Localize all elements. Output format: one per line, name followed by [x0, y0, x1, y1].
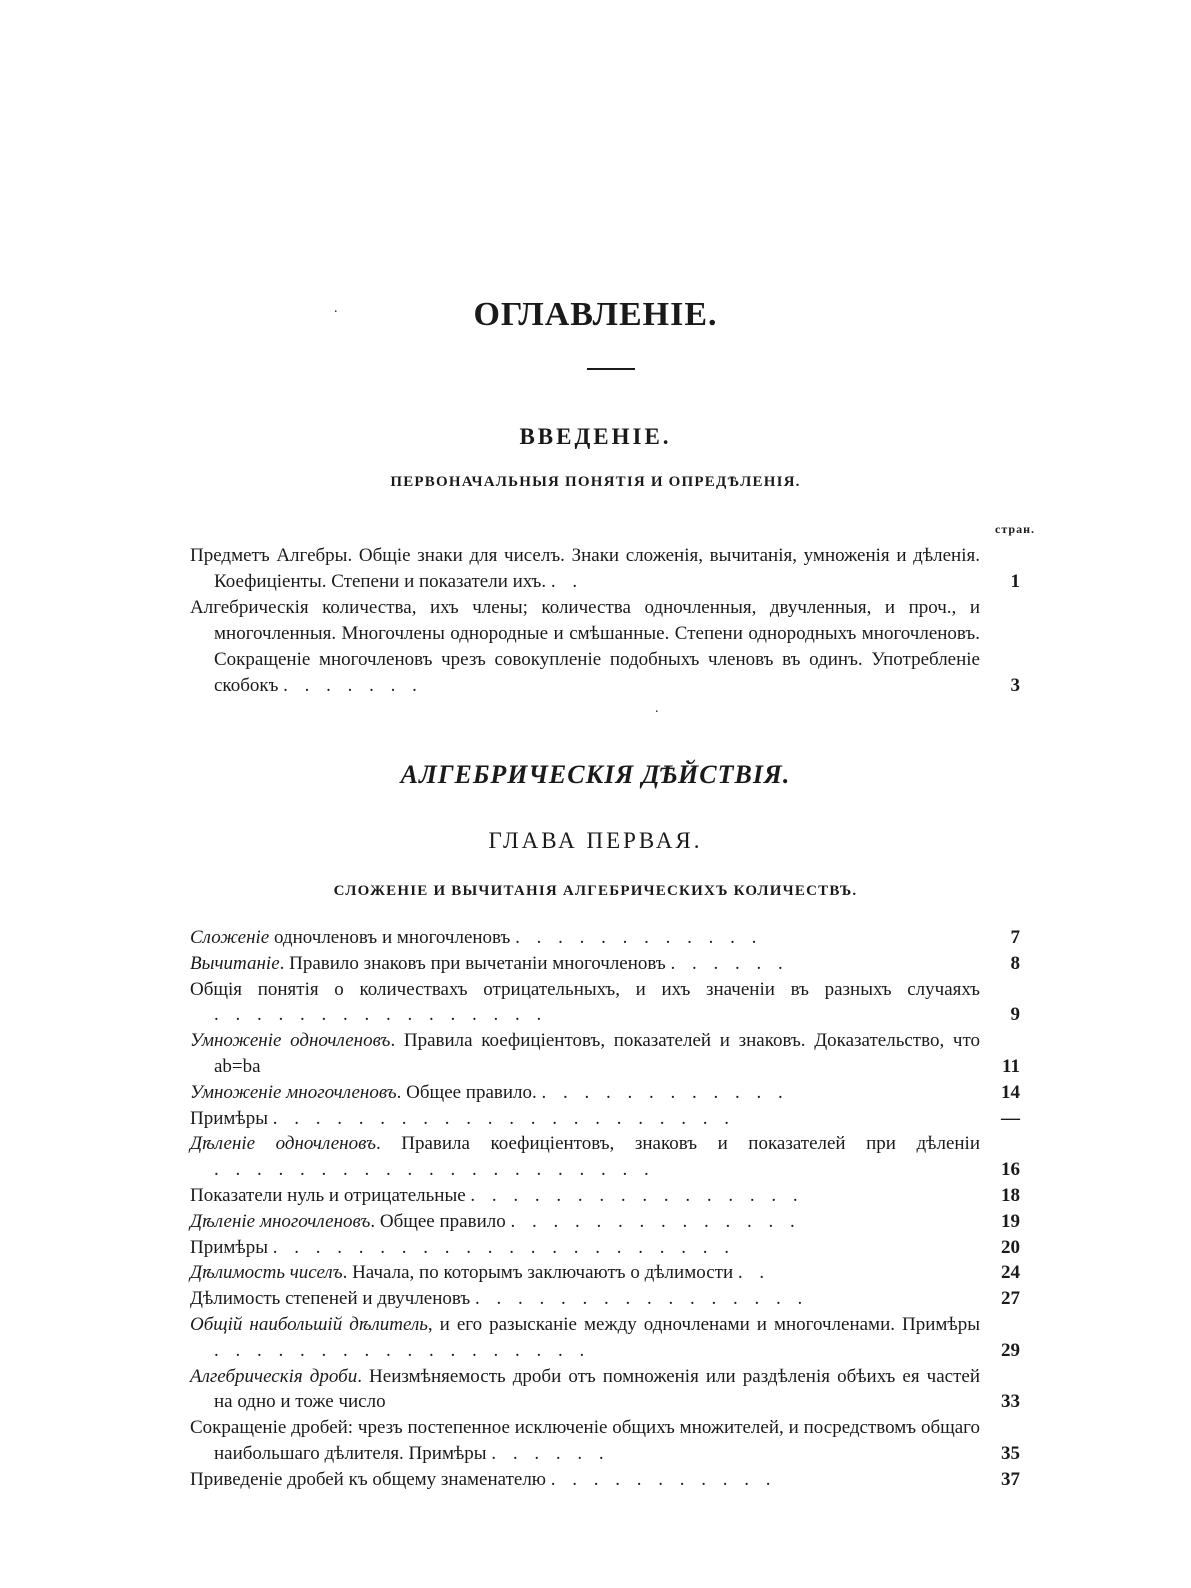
toc-entry-text: Алгебрическія дроби. Неизмѣняемость дроби отъ помноженія или раздѣленія обѣихъ ея частей на одно и тоже число: [190, 1365, 980, 1413]
toc-entry[interactable]: [190, 1028, 1020, 1080]
toc-entry-text: Общія понятія о количествахъ отрицательныхъ, и ихъ значеніи въ разныхъ случаяхъ . . . . . . . . . . . . . . . .: [190, 978, 980, 1026]
toc-entry-italic: Алгебрическія дроби: [190, 1365, 358, 1387]
toc-entry[interactable]: [190, 1312, 1020, 1364]
dot-leader: . . . . . . . . . . . . . . . .: [474, 1288, 809, 1310]
toc-entry-text: Дѣлимость степеней и двучленовъ . . . . . . . . . . . . . . . .: [190, 1288, 809, 1310]
toc-page-number: 24: [1001, 1262, 1020, 1284]
toc-entry-italic: Дѣленіе одночленовъ: [190, 1133, 376, 1155]
toc-page-number: 20: [1001, 1236, 1020, 1258]
page-title: ОГЛАВЛЕНІЕ.: [473, 296, 718, 333]
chapter-heading: ГЛАВА ПЕРВАЯ.: [488, 828, 703, 853]
chapter-toc: [190, 925, 1020, 1493]
toc-entry-text: Сокращеніе дробей: чрезъ постепенное исключеніе общихъ множителей, и посредствомъ общаго наибольшаго дѣлителя. Примѣры . . . . . .: [190, 1417, 980, 1464]
toc-entry[interactable]: [190, 977, 1020, 1029]
toc-entry-italic: Дѣленіе многочленовъ: [190, 1210, 371, 1232]
dot-leader: . .: [550, 571, 584, 592]
toc-entry[interactable]: [190, 1131, 1020, 1183]
toc-page-number: 18: [1001, 1184, 1020, 1206]
toc-page-number: 11: [1002, 1055, 1020, 1077]
toc-page-number: 19: [1001, 1210, 1020, 1232]
dot-leader: . . . . . . . . . . . . . . . . . . . . . .: [272, 1107, 735, 1129]
chapter-subheading: СЛОЖЕНІЕ И ВЫЧИТАНІЯ АЛГЕБРИЧЕСКИХЪ КОЛИЧЕСТВЪ.: [333, 883, 858, 899]
dot-leader: . . . . . . . . . . . . . . . .: [470, 1184, 804, 1206]
toc-entry[interactable]: [190, 1467, 1020, 1493]
toc-page-number: 9: [1010, 1004, 1020, 1026]
toc-entry-text: Умноженіе многочленовъ. Общее правило. . . . . . . . . . . . .: [190, 1081, 789, 1103]
toc-entry-text: Приведеніе дробей къ общему знаменателю . . . . . . . . . . .: [190, 1468, 777, 1490]
dot-leader: . .: [737, 1262, 771, 1284]
toc-entry-text: Общій наибольшій дѣлитель, и его разысканіе между одночленами и многочленами. Примѣры . . . . . . . . . . . . . . . . . .: [190, 1313, 981, 1361]
toc-page-number: 3: [1010, 675, 1020, 696]
toc-entry[interactable]: [190, 1080, 1020, 1106]
toc-entry-text: Алгебрическія количества, ихъ члены; количества одночленныя, двучленныя, и проч., и многочленныя. Многочлены однородные и смѣшанные. Степени однородныхъ многочленовъ. Сокращеніе многочленовъ чрезъ совокупленіе подобныхъ членовъ въ одинъ. Употребленіе скобокъ . . . . . . .: [190, 597, 980, 696]
toc-entry[interactable]: [190, 543, 1020, 595]
dot-leader: . . . . . . . . . . . . . . . . . . . . .: [214, 1159, 655, 1181]
toc-entry-italic: Умноженіе многочленовъ: [190, 1081, 397, 1103]
dot-leader: . . . . . . .: [283, 675, 423, 696]
toc-entry-italic: Дѣлимость чиселъ: [190, 1262, 343, 1284]
dot-leader: . . . . . . . . . . . . . . . .: [214, 1004, 548, 1026]
dot-leader: . . . . . .: [491, 1442, 610, 1464]
toc-page-number: 8: [1010, 952, 1020, 974]
introduction-toc: [190, 543, 1020, 699]
dot-leader: . . . . . . . . . . . . . . . . . . . . . .: [272, 1236, 735, 1258]
toc-entry-text: Показатели нуль и отрицательные . . . . . . . . . . . . . . . .: [190, 1184, 804, 1206]
dot-leader: . . . . . . . . . . . .: [541, 1081, 789, 1103]
toc-entry-italic: Общій наибольшій дѣлитель: [190, 1313, 428, 1335]
toc-entry[interactable]: [190, 1260, 1020, 1286]
pages-label: стран.: [995, 522, 1035, 536]
toc-page-number: 16: [1001, 1159, 1020, 1181]
toc-entry[interactable]: [190, 1183, 1020, 1209]
toc-page-number: 14: [1001, 1081, 1020, 1103]
toc-entry-text: Дѣлимость чиселъ. Начала, по которымъ заключаютъ о дѣлимости . .: [190, 1262, 771, 1284]
toc-entry-italic: Сложеніе: [190, 927, 270, 948]
toc-page-number: 37: [1001, 1468, 1020, 1490]
toc-entry[interactable]: [190, 1415, 1020, 1467]
toc-page-number: 33: [1001, 1391, 1020, 1413]
toc-entry-text: Примѣры . . . . . . . . . . . . . . . . . . . . . .: [190, 1107, 735, 1129]
toc-page-number: 29: [1001, 1339, 1020, 1361]
stray-dot: .: [655, 701, 659, 716]
toc-entry-text: Сложеніе одночленовъ и многочленовъ . . . . . . . . . . . .: [190, 927, 763, 948]
stray-dot: .: [334, 301, 338, 316]
part-heading: АЛГЕБРИЧЕСКІЯ ДѢЙСТВІЯ.: [400, 760, 791, 789]
toc-entry-text: Примѣры . . . . . . . . . . . . . . . . . . . . . .: [190, 1236, 735, 1258]
toc-entry-text: Умноженіе одночленовъ. Правила коефиціентовъ, показателей и знаковъ. Доказательство, что ab=ba: [190, 1030, 980, 1077]
title-rule: [587, 368, 635, 370]
toc-entry-italic: Вычитаніе: [190, 952, 280, 974]
dot-leader: . . . . . . . . . . . . . .: [510, 1210, 801, 1232]
toc-entry[interactable]: [190, 1106, 1020, 1132]
toc-entry[interactable]: [190, 1209, 1020, 1235]
toc-entry[interactable]: [190, 925, 1020, 951]
toc-page-number: 27: [1001, 1288, 1020, 1310]
dot-leader: . . . . . .: [670, 952, 789, 974]
toc-entry-text: Дѣленіе многочленовъ. Общее правило . . . . . . . . . . . . . .: [190, 1210, 801, 1232]
dot-leader: . . . . . . . . . . .: [550, 1468, 777, 1490]
introduction-heading: ВВЕДЕНІЕ.: [519, 424, 672, 449]
toc-entry[interactable]: [190, 595, 1020, 699]
toc-entry[interactable]: [190, 1235, 1020, 1261]
toc-page-number: —: [1001, 1107, 1020, 1129]
introduction-subheading: ПЕРВОНАЧАЛЬНЫЯ ПОНЯТІЯ И ОПРЕДѢЛЕНІЯ.: [390, 474, 801, 490]
toc-entry-italic: Умноженіе одночленовъ: [190, 1030, 391, 1052]
toc-page-number: 1: [1010, 571, 1020, 592]
toc-entry[interactable]: [190, 951, 1020, 977]
toc-entry[interactable]: [190, 1286, 1020, 1312]
dot-leader: . . . . . . . . . . . . . . . . . .: [214, 1339, 591, 1361]
dot-leader: . . . . . . . . . . . .: [515, 927, 763, 948]
toc-page-number: 7: [1010, 927, 1020, 948]
toc-entry-text: Предметъ Алгебры. Общіе знаки для чиселъ. Знаки сложенія, вычитанія, умноженія и дѣленія. Коефиціенты. Степени и показатели ихъ. . .: [190, 545, 980, 592]
toc-page-number: 35: [1001, 1442, 1020, 1464]
toc-entry[interactable]: [190, 1364, 1020, 1416]
toc-entry-text: Дѣленіе одночленовъ. Правила коефиціентовъ, знаковъ и показателей при дѣленіи . . . . . . . . . . . . . . . . . . . . .: [190, 1133, 980, 1181]
toc-entry-text: Вычитаніе. Правило знаковъ при вычетаніи многочленовъ . . . . . .: [190, 952, 789, 974]
